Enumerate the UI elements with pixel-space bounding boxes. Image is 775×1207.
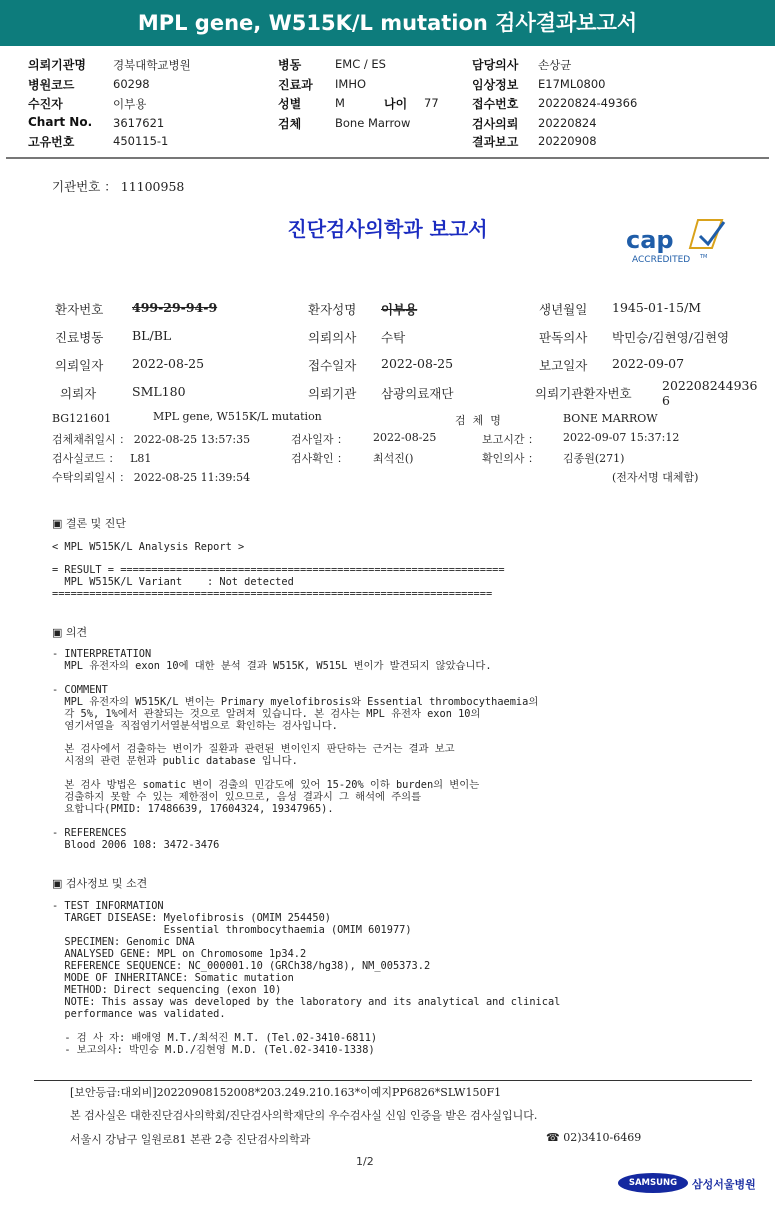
test-info-line: ANALYSED GENE: MPL on Chromosome 1p34.2 [52, 948, 307, 960]
info-label: 결과보고 [472, 135, 519, 149]
section-heading-opinion: ▣ 의견 [52, 626, 88, 639]
info-value: 20220824-49366 [538, 96, 638, 110]
info-value: EMC / ES [335, 57, 386, 71]
address-text: 서울시 강남구 일원로81 본관 2층 진단검사의학과 [70, 1133, 311, 1146]
patient-label: 의뢰일자 [55, 358, 104, 373]
info-value: 450115-1 [113, 134, 169, 148]
age-label: 나이 [384, 97, 408, 111]
top-divider [6, 157, 769, 159]
footer-rule [34, 1080, 752, 1081]
report-title: 진단검사의학과 보고서 [287, 217, 488, 241]
patient-value: 수탁 [381, 330, 406, 345]
info-label: 검사의뢰 [472, 117, 519, 131]
patient-label: 환자성명 [308, 302, 357, 317]
info-label: 진료과 [278, 78, 313, 92]
test-info-line: - TEST INFORMATION [52, 900, 164, 912]
info-value: IMHO [335, 77, 367, 91]
patient-value: 2022-09-07 [612, 356, 685, 371]
info-value: 손상균 [538, 58, 572, 72]
test-row-cell: 김종원(271) [563, 452, 625, 465]
info-value: 60298 [113, 77, 150, 91]
report-header-title: MPL gene, W515K/L mutation 검사결과보고서 [137, 11, 638, 35]
comment-line: 검출하지 못할 수 있는 제한점이 있으므로, 음성 결과시 그 해석에 주의를 [52, 791, 422, 803]
patient-value: 이부용 [381, 302, 418, 317]
staff-line: - 보고의사: 박민승 M.D./김현영 M.D. (Tel.02-3410-1338) [52, 1044, 375, 1056]
info-value: 경북대학교병원 [113, 58, 191, 72]
test-row-cell: 2022-09-07 15:37:12 [563, 431, 680, 444]
patient-value: 삼광의료재단 [381, 386, 454, 401]
interpretation-heading: - INTERPRETATION [52, 648, 152, 660]
analysis-report-title: < MPL W515K/L Analysis Report > [52, 541, 245, 553]
patient-label: 접수일자 [308, 358, 357, 373]
page-number: 1/2 [356, 1155, 374, 1168]
hospital-name: 삼성서울병원 [692, 1178, 756, 1191]
test-row-cell: 검체채취일시 ： 2022-08-25 13:57:35 [52, 433, 251, 446]
comment-line: 염기서열을 직접염기서열분석법으로 확인하는 검사입니다. [52, 720, 338, 732]
info-value: E17ML0800 [538, 77, 606, 91]
test-row-cell: 수탁의뢰일시 ： 2022-08-25 11:39:54 [52, 471, 251, 484]
specimen-label: 검 체 명 [455, 414, 501, 427]
patient-label: 판독의사 [539, 330, 588, 345]
samsung-logo: SAMSUNG [618, 1173, 688, 1193]
result-variant-line: MPL W515K/L Variant : Not detected [52, 576, 294, 588]
security-line: [보안등급:대외비]20220908152008*203.249.210.163*이예지PP6826*SLW150F1 [70, 1086, 502, 1099]
institution-number: 기관번호 ： 11100958 [52, 179, 185, 194]
section-heading-test-info: ▣ 검사정보 및 소견 [52, 877, 148, 890]
references-text: Blood 2006 108: 3472-3476 [52, 839, 220, 851]
test-row-cell: (전자서명 대체함) [612, 471, 699, 484]
info-label: 검체 [278, 117, 302, 131]
test-name: MPL gene, W515K/L mutation [153, 410, 322, 423]
info-label: 접수번호 [472, 97, 519, 111]
patient-value: SML180 [132, 384, 186, 399]
phone-text: ☎ 02)3410-6469 [546, 1131, 642, 1144]
test-info-line: NOTE: This assay was developed by the laboratory and its analytical and clinical [52, 996, 561, 1008]
test-row-cell: 확인의사 ： [482, 452, 540, 465]
staff-line: - 검 사 자: 배애영 M.T./최석진 M.T. (Tel.02-3410-6811) [52, 1032, 378, 1044]
patient-label: 의뢰의사 [308, 330, 357, 345]
cap-accredited-text: ACCREDITED [632, 255, 691, 265]
certification-text: 본 검사실은 대한진단검사의학회/진단검사의학재단의 우수검사실 신임 인증을 받은 검사실입니다. [70, 1109, 538, 1122]
test-info-line: TARGET DISEASE: Myelofibrosis (OMIM 254450) [52, 912, 331, 924]
interpretation-text: MPL 유전자의 exon 10에 대한 분석 결과 W515K, W515L 변이가 발견되지 않았습니다. [52, 660, 492, 672]
comment-line: 요합니다(PMID: 17486639, 17604324, 19347965). [52, 803, 334, 815]
comment-line: MPL 유전자의 W515K/L 변이는 Primary myelofibrosis와 Essential thrombocythaemia의 [52, 696, 539, 708]
test-row-cell: 보고시간 ： [482, 433, 540, 446]
patient-label: 진료병동 [55, 330, 104, 345]
info-value: 이부용 [113, 97, 147, 111]
result-rule-line: ======================================================================= [52, 588, 493, 600]
info-label: 담당의사 [472, 58, 519, 72]
patient-value: 2022-08-25 [132, 356, 205, 371]
section-heading-conclusion: ▣ 결론 및 진단 [52, 517, 127, 530]
info-value: 20220824 [538, 116, 597, 130]
test-row-cell: 최석진() [373, 452, 414, 465]
test-info-line: REFERENCE SEQUENCE: NC_000001.10 (GRCh38/hg38), NM_005373.2 [52, 960, 431, 972]
comment-line: 각 5%, 1%에서 관찰되는 것으로 알려져 있습니다. 본 검사는 MPL 유전자 exon 10의 [52, 708, 481, 720]
info-label: 임상정보 [472, 78, 519, 92]
cap-tm-text: TM [700, 254, 708, 260]
info-value: M [335, 96, 345, 110]
test-row-cell: 2022-08-25 [373, 431, 437, 444]
test-code: BG121601 [52, 412, 112, 425]
comment-line: 시점의 관련 문헌과 public database 입니다. [52, 755, 298, 767]
info-label: 의뢰기관명 [28, 58, 86, 72]
test-row-cell: 검사일자 ： [291, 433, 349, 446]
patient-label: 환자번호 [55, 302, 104, 317]
specimen-value: BONE MARROW [563, 412, 658, 425]
result-header-line: = RESULT = ============================================================== [52, 564, 505, 576]
patient-value: 박민승/김현영/김현영 [612, 330, 730, 345]
info-label: 병원코드 [28, 78, 75, 92]
test-info-line: performance was validated. [52, 1008, 226, 1020]
info-value: 20220908 [538, 134, 597, 148]
test-info-line: SPECIMEN: Genomic DNA [52, 936, 195, 948]
cap-logo-text: cap [626, 226, 674, 254]
info-value: Bone Marrow [335, 116, 411, 130]
patient-label: 의뢰자 [60, 386, 97, 401]
info-label: 수진자 [28, 97, 63, 111]
patient-label: 의뢰기관 [308, 386, 357, 401]
patient-value: 2022-08-25 [381, 356, 454, 371]
comment-line: 본 검사 방법은 somatic 변이 검출의 민감도에 있어 15-20% 이하 burden의 변이는 [52, 779, 480, 791]
info-value: 3617621 [113, 116, 165, 130]
patient-value: 202208244936 [662, 378, 758, 393]
patient-value: 1945-01-15/M [612, 300, 702, 315]
test-info-line: Essential thrombocythaemia (OMIM 601977) [52, 924, 412, 936]
info-label: 병동 [278, 58, 302, 72]
cap-accredited-logo [620, 212, 732, 272]
patient-label: 보고일자 [539, 358, 588, 373]
test-info-line: METHOD: Direct sequencing (exon 10) [52, 984, 282, 996]
patient-value-tail: 6 [662, 393, 670, 408]
patient-value: BL/BL [132, 328, 172, 343]
test-row-cell: 검사실코드 ： L81 [52, 452, 152, 465]
patient-label: 의뢰기관환자번호 [535, 386, 632, 401]
info-label: 고유번호 [28, 135, 75, 149]
test-info-line: MODE OF INHERITANCE: Somatic mutation [52, 972, 294, 984]
comment-heading: - COMMENT [52, 684, 108, 696]
test-row-cell: 검사확인 ： [291, 452, 349, 465]
age-value: 77 [424, 96, 439, 110]
references-heading: - REFERENCES [52, 827, 127, 839]
comment-line: 본 검사에서 검출하는 변이가 질환과 관련된 변이인지 판단하는 근거는 결과 보고 [52, 743, 455, 755]
info-label: Chart No. [28, 115, 93, 129]
info-label: 성별 [278, 97, 302, 111]
patient-label: 생년월일 [539, 302, 588, 317]
patient-value: 499-29-94-9 [132, 300, 218, 315]
